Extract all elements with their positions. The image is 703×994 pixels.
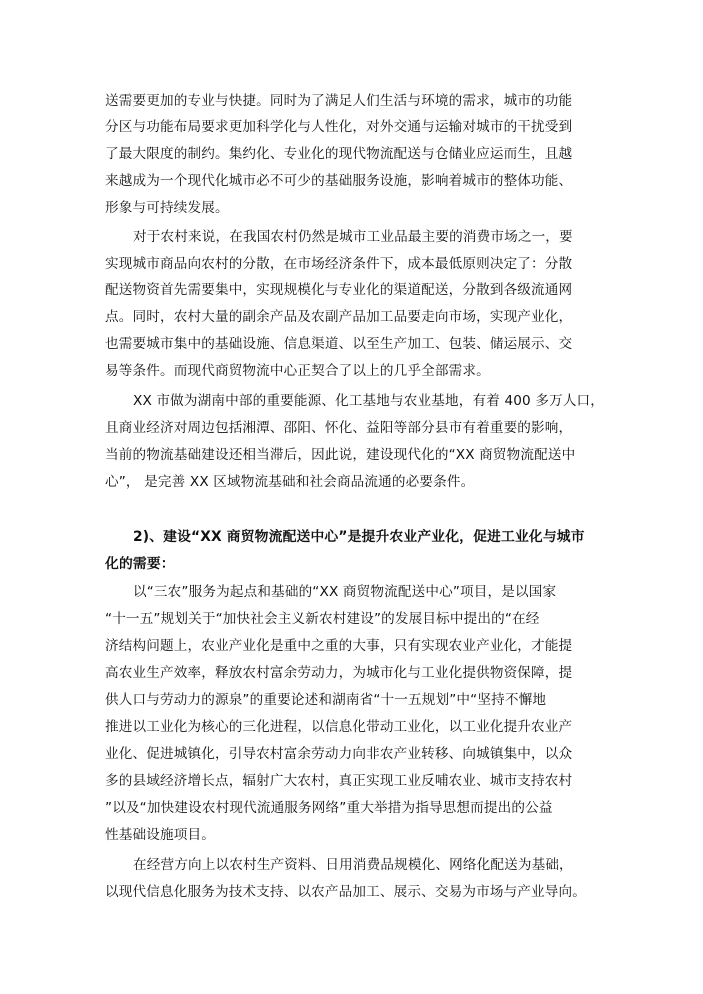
- text-line: 高农业生产效率，释放农村富余劳动力，为城市化与工业化提供物资保障，提: [105, 665, 573, 681]
- text-line: 实现城市商品向农村的分散，在市场经济条件下，成本最低原则决定了：分散: [105, 256, 573, 272]
- section-heading-line: 化的需要：: [105, 556, 175, 572]
- text-line: 也需要城市集中的基础设施、信息渠道、以至生产加工、包装、储运展示、交: [105, 336, 573, 352]
- text-line: ”以及“加快建设农村现代流通服务网络”重大举措为指导思想而提出的公益: [105, 800, 553, 816]
- text-line: 配送物资首先需要集中，实现规模化与专业化的渠道配送，分散到各级流通网: [105, 282, 573, 298]
- text-line: 在经营方向上以农村生产资料、日用消费品规模化、网络化配送为基础，: [133, 857, 573, 873]
- section-heading-line: 2)、建设“XX 商贸物流配送中心”是提升农业产业化，促进工业化与城市: [133, 529, 585, 545]
- text-line: 分区与功能布局要求更加科学化与人性化，对外交通与运输对城市的干扰受到: [105, 119, 573, 135]
- text-line: 对于农村来说，在我国农村仍然是城市工业品最主要的消费市场之一，要: [133, 229, 573, 245]
- text-line: “十一五”规划关于“加快社会主义新农村建设”的发展目标中提出的“在经: [105, 611, 540, 627]
- text-line: 济结构问题上，农业产业化是重中之重的大事，只有实现农业产业化，才能提: [105, 638, 573, 654]
- text-line: 以“三农”服务为起点和基础的“XX 商贸物流配送中心”项目，是以国家: [133, 584, 557, 600]
- text-line: 性基础设施项目。: [105, 827, 215, 843]
- text-line: 业化、促进城镇化，引导农村富余劳动力向非农产业转移、向城镇集中，以众: [105, 746, 573, 762]
- text-line: 推进以工业化为核心的三化进程，以信息化带动工业化，以工业化提升农业产: [105, 719, 573, 735]
- text-line: 点。同时，农村大量的副余产品及农副产品加工品要走向市场，实现产业化，: [105, 309, 573, 325]
- text-line: 送需要更加的专业与快捷。同时为了满足人们生活与环境的需求，城市的功能: [105, 93, 573, 109]
- text-line: 当前的物流基础建设还相当滞后，因此说，建设现代化的“XX 商贸物流配送中: [105, 447, 576, 463]
- text-line: 以现代信息化服务为技术支持、以农产品加工、展示、交易为市场与产业导向。: [105, 884, 587, 900]
- text-line: XX 市做为湖南中部的重要能源、化工基地与农业基地，有着 400 多万人口，: [133, 393, 605, 409]
- text-line: 了最大限度的制约。集约化、专业化的现代物流配送与仓储业应运而生，且越: [105, 146, 573, 162]
- text-line: 供人口与劳动力的源泉”的重要论述和湖南省“十一五规划”中“坚持不懈地: [105, 692, 547, 708]
- text-line: 易等条件。而现代商贸物流中心正契合了以上的几乎全部需求。: [105, 363, 490, 379]
- text-line: 来越成为一个现代化城市必不可少的基础服务设施，影响着城市的整体功能、: [105, 173, 573, 189]
- text-line: 且商业经济对周边包括湘潭、邵阳、怀化、益阳等部分县市有着重要的影响，: [105, 420, 573, 436]
- text-line: 心”， 是完善 XX 区域物流基础和社会商品流通的必要条件。: [105, 474, 475, 490]
- text-line: 形象与可持续发展。: [105, 200, 229, 216]
- text-line: 多的县域经济增长点，辐射广大农村，真正实现工业反哺农业、城市支持农村: [105, 773, 573, 789]
